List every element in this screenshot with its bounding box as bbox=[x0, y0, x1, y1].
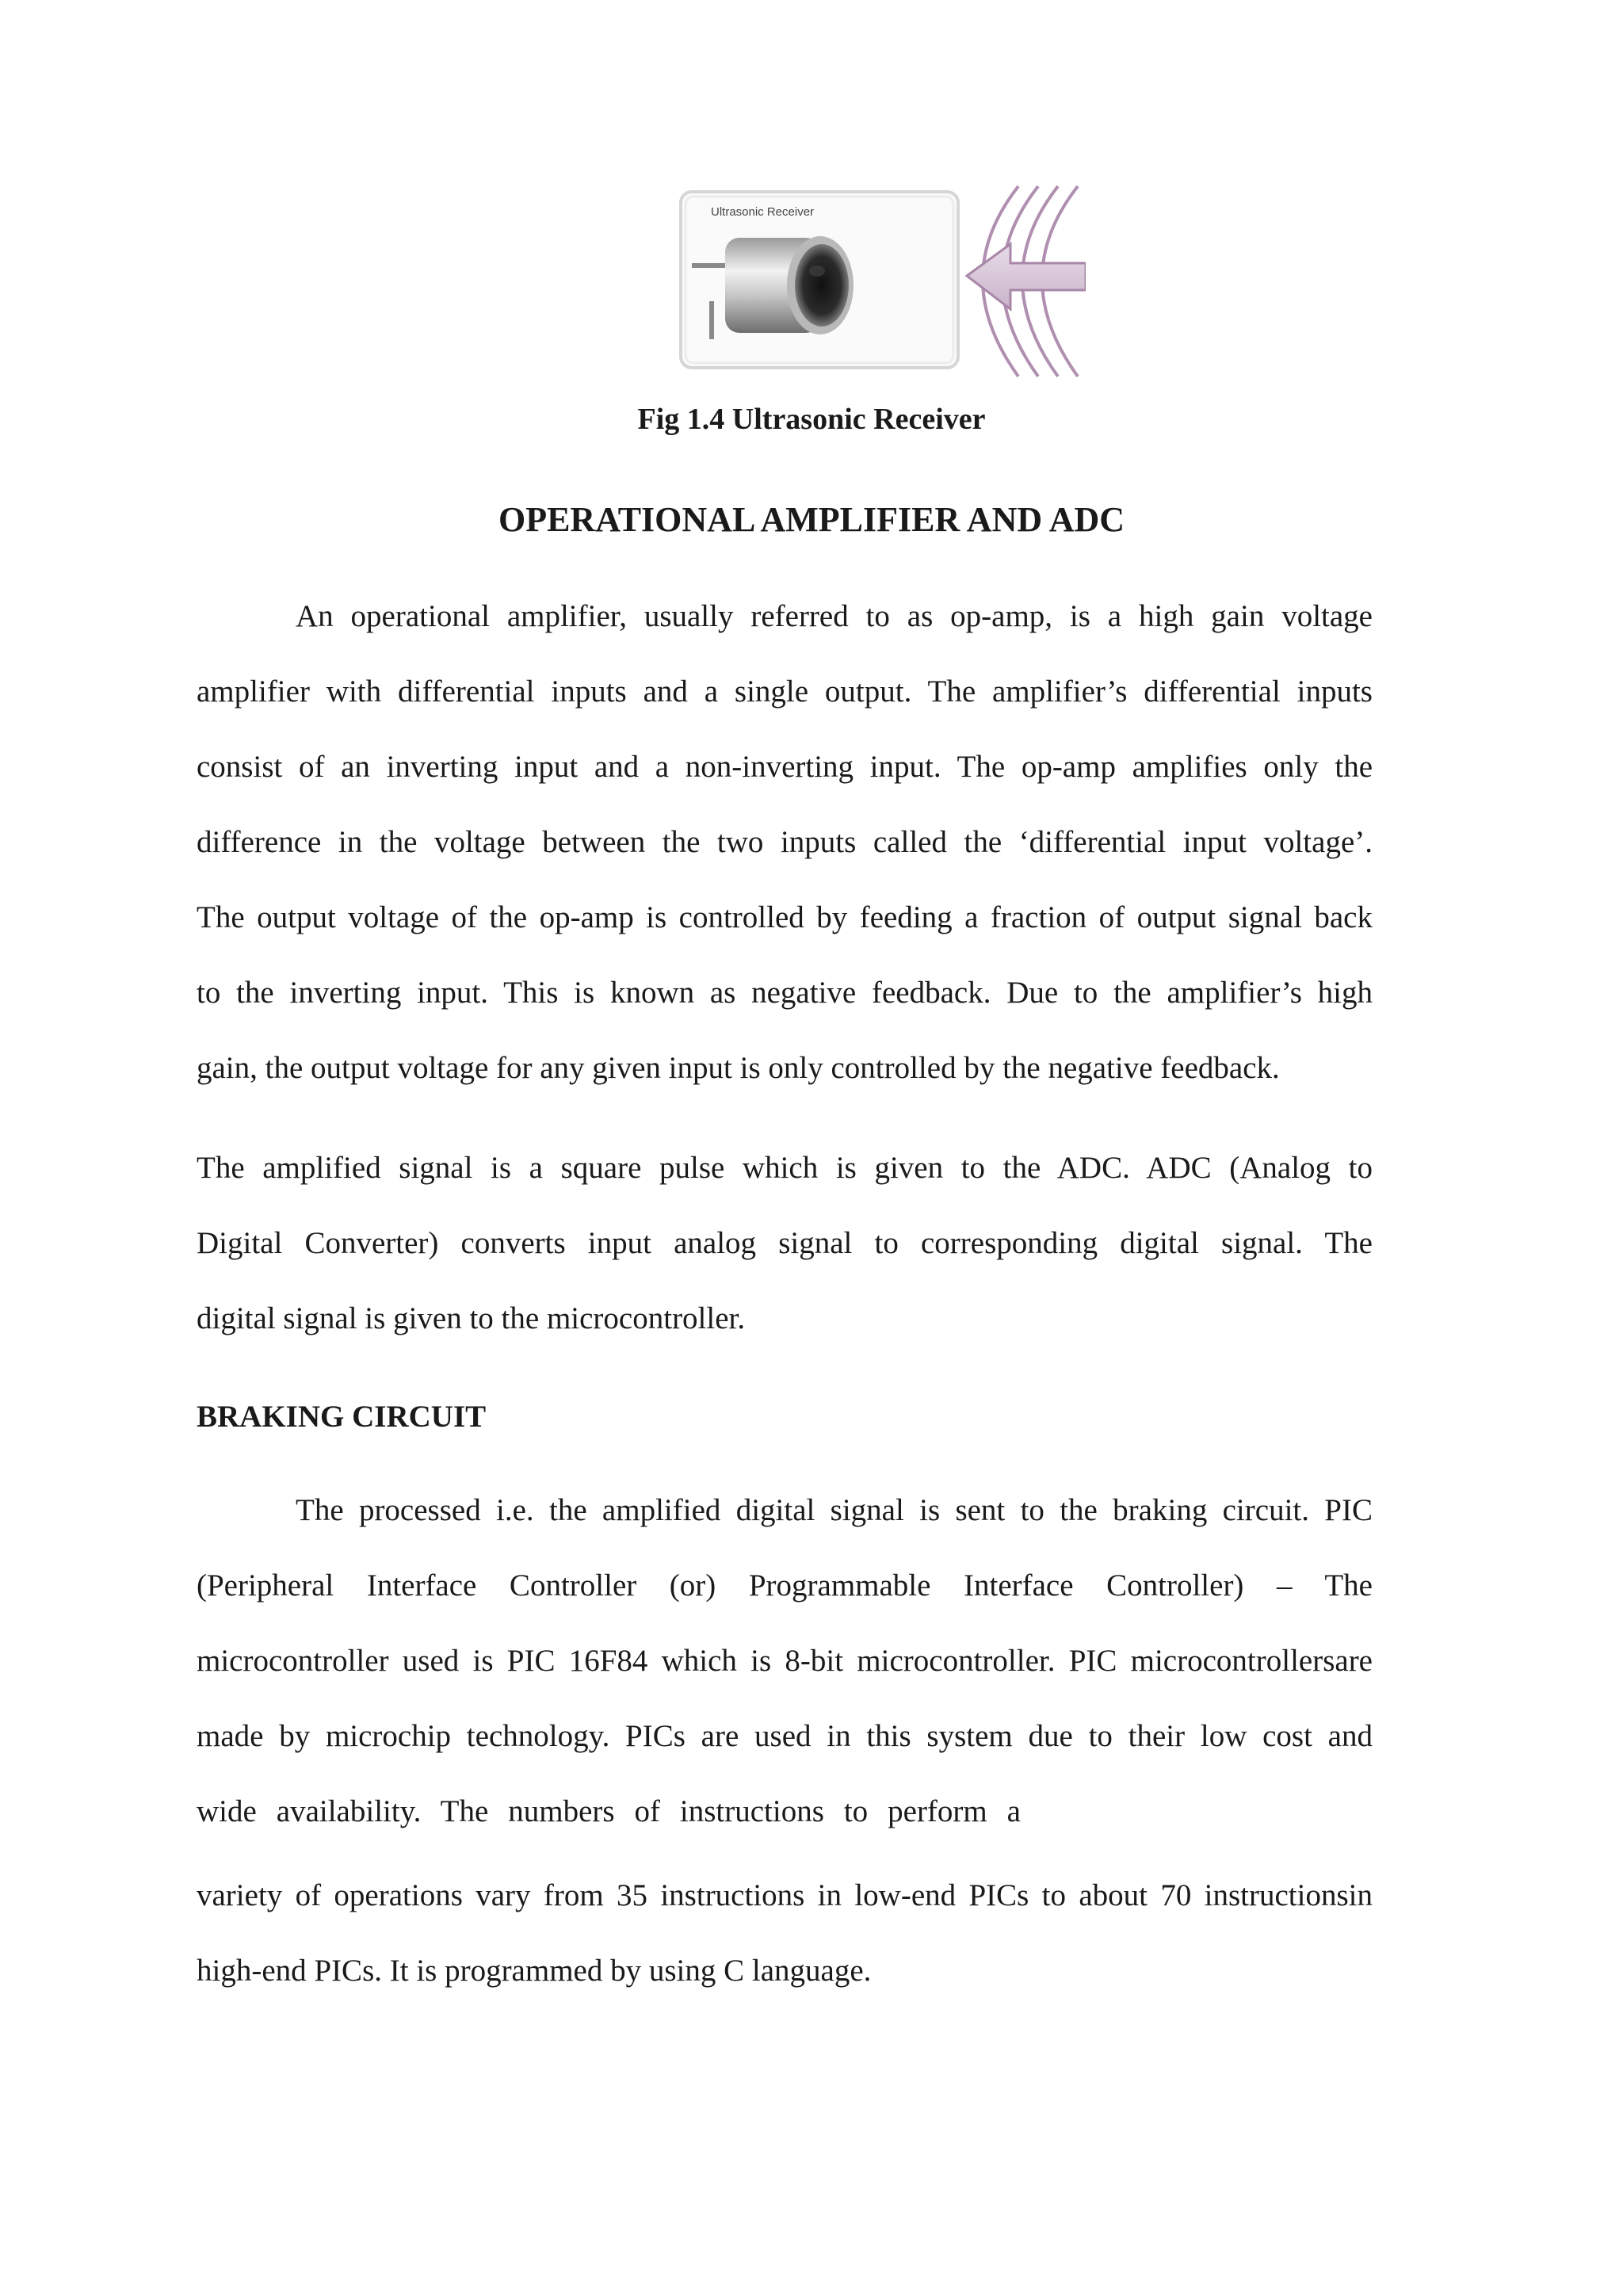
paragraph-line: to the inverting input. This is known as negative feedback. Due to the amplifier’s high bbox=[197, 976, 1373, 1010]
pic-instructions-paragraph bbox=[197, 1875, 1373, 2026]
section-heading-opamp-adc: OPERATIONAL AMPLIFIER AND ADC bbox=[498, 500, 1125, 539]
ultrasonic-receiver-figure bbox=[678, 182, 1086, 380]
paragraph-line: consist of an inverting input and a non-inverting input. The op-amp amplifies only the bbox=[197, 750, 1373, 784]
braking-paragraph bbox=[197, 1490, 1373, 1866]
paragraph-line: microcontroller used is PIC 16F84 which is 8-bit microcontroller. PIC microcontrollersare bbox=[197, 1644, 1373, 1678]
opamp-paragraph bbox=[197, 596, 1373, 1123]
paragraph-line: (Peripheral Interface Controller (or) Programmable Interface Controller) – The bbox=[197, 1568, 1373, 1603]
paragraph-line: The output voltage of the op-amp is controlled by feeding a fraction of output signal back bbox=[197, 900, 1373, 934]
paragraph-line: The processed i.e. the amplified digital signal is sent to the braking circuit. PIC bbox=[296, 1493, 1373, 1527]
paragraph-line: An operational amplifier, usually referred to as op-amp, is a high gain voltage bbox=[296, 599, 1373, 633]
paragraph-line: gain, the output voltage for any given input is only controlled by the negative feedback. bbox=[197, 1051, 1280, 1085]
paragraph-line: high-end PICs. It is programmed by using C language. bbox=[197, 1954, 872, 1988]
paragraph-line: difference in the voltage between the two inputs called the ‘differential input voltage’. bbox=[197, 825, 1373, 859]
adc-paragraph bbox=[197, 1148, 1373, 1373]
paragraph-line: wide availability. The numbers of instructions to perform a bbox=[197, 1794, 1021, 1828]
paragraph-line: variety of operations vary from 35 instructions in low-end PICs to about 70 instructionsin bbox=[197, 1878, 1373, 1912]
section-heading-braking-circuit: BRAKING CIRCUIT bbox=[197, 1400, 487, 1434]
paragraph-line: made by microchip technology. PICs are used in this system due to their low cost and bbox=[197, 1719, 1373, 1753]
paragraph-line: The amplified signal is a square pulse which is given to the ADC. ADC (Analog to bbox=[197, 1151, 1373, 1185]
figure-label: Ultrasonic Receiver bbox=[711, 205, 815, 219]
paragraph-line: digital signal is given to the microcontroller. bbox=[197, 1301, 746, 1335]
paragraph-line: Digital Converter) converts input analog signal to corresponding digital signal. The bbox=[197, 1226, 1373, 1260]
sensor-face bbox=[795, 244, 849, 327]
figure-caption: Fig 1.4 Ultrasonic Receiver bbox=[637, 403, 986, 436]
paragraph-line: amplifier with differential inputs and a single output. The amplifier’s differential inputs bbox=[197, 674, 1373, 709]
